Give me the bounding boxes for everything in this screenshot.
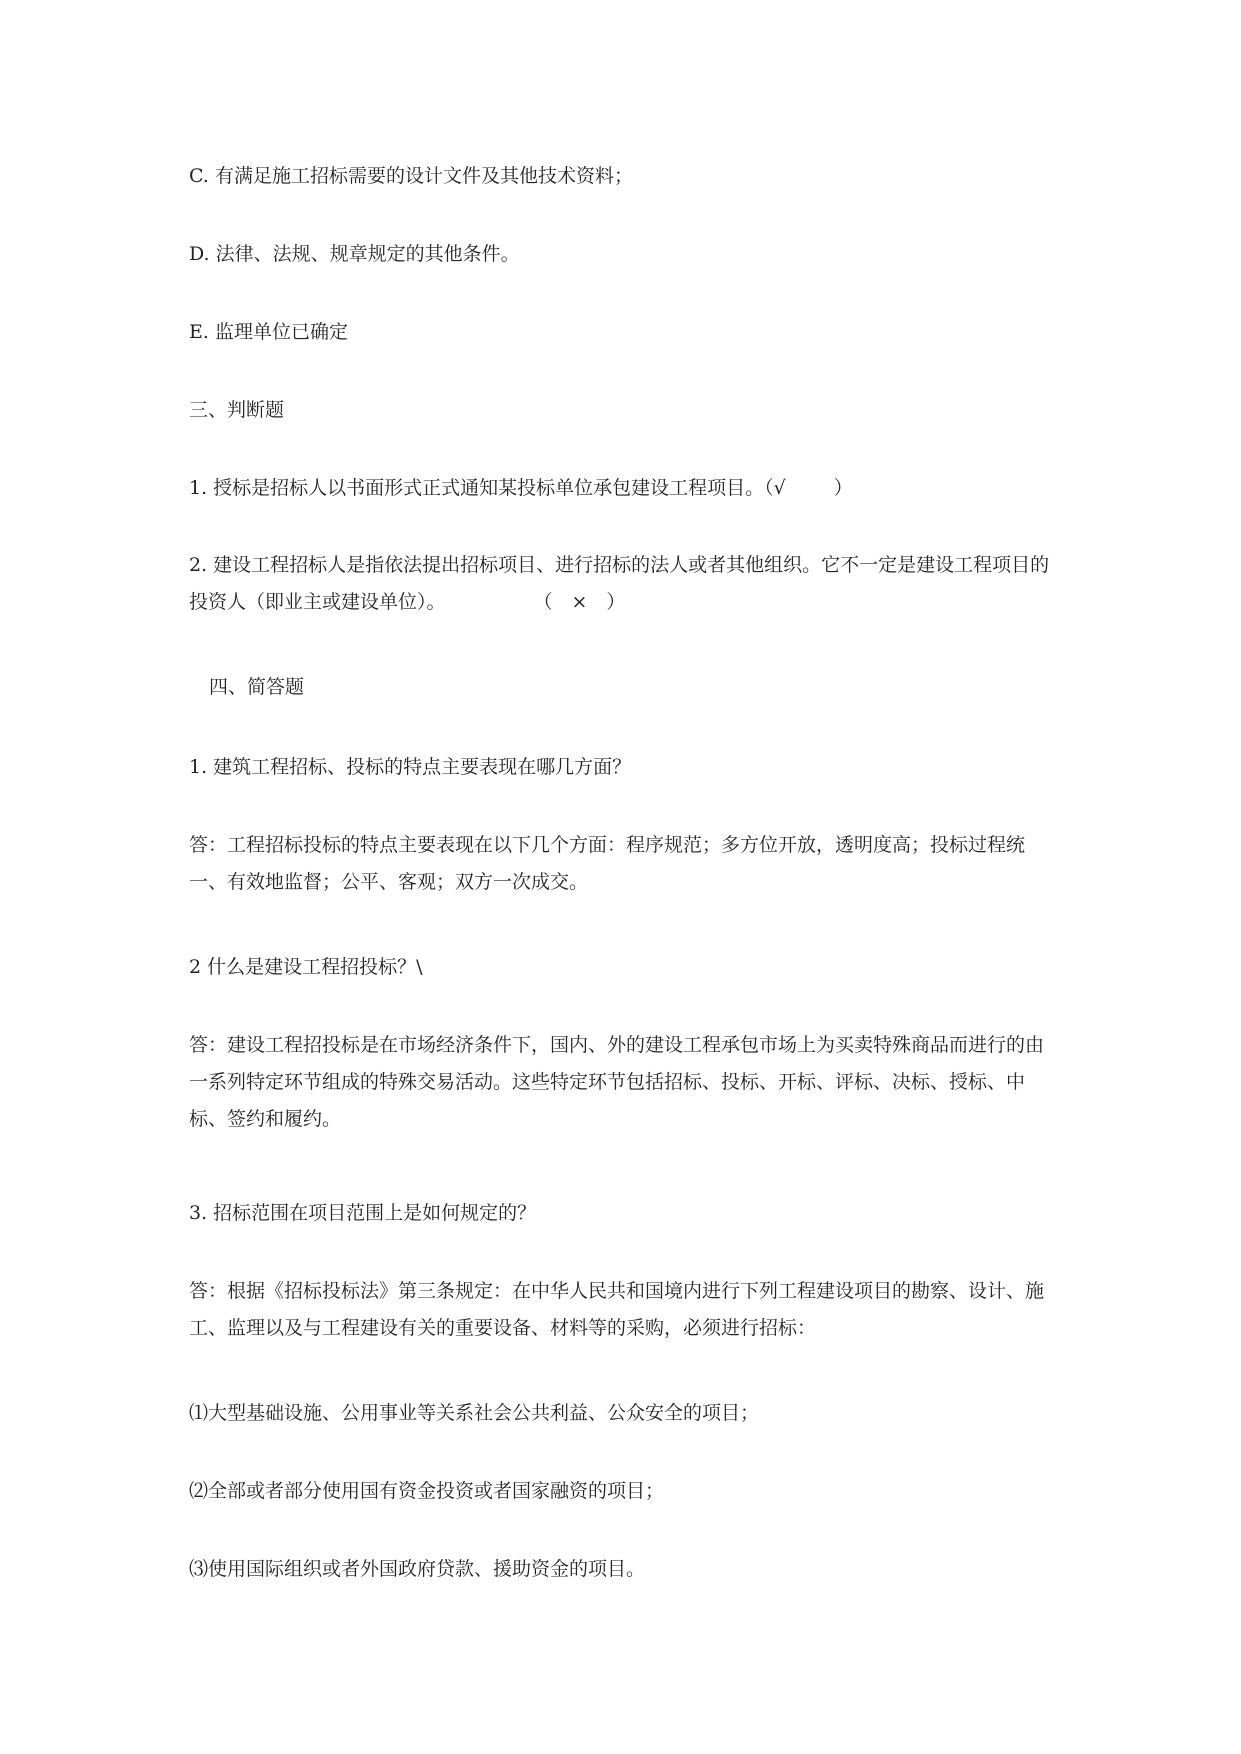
option-d: D. 法律、法规、规章规定的其他条件。	[189, 243, 520, 265]
judgement-question-2-answer: （ × ）	[533, 591, 626, 613]
judgement-question-1	[189, 470, 853, 507]
short-question-3: 3. 招标范围在项目范围上是如何规定的？	[189, 1202, 537, 1224]
section-4-heading: 四、简答题	[209, 676, 305, 698]
short-answer-1: 答：工程招标投标的特点主要表现在以下几个方面：程序规范；多方位开放，透明度高；投标过程统一、有效地监督；公平、客观；双方一次成交。	[189, 834, 1026, 893]
option-e: E. 监理单位已确定	[189, 321, 348, 343]
judgement-question-2	[189, 547, 1059, 621]
judgement-question-1-text: 1. 授标是招标人以书面形式正式通知某投标单位承包建设工程项目。（√	[189, 477, 786, 499]
short-answer-2: 答：建设工程招投标是在市场经济条件下，国内、外的建设工程承包市场上为买卖特殊商品而进行的由一系列特定环节组成的特殊交易活动。这些特定环节包括招标、投标、开标、评标、决标、授标、中标、签约和履约。	[189, 1034, 1045, 1130]
list-item: ⑴大型基础设施、公用事业等关系社会公共利益、公众安全的项目；	[189, 1402, 760, 1424]
list-item: ⑵全部或者部分使用国有资金投资或者国家融资的项目；	[189, 1480, 665, 1502]
judgement-question-1-close: ）	[833, 477, 853, 499]
judgement-question-2-text: 2. 建设工程招标人是指依法提出招标项目、进行招标的法人或者其他组织。它不一定是建设工程项目的投资人（即业主或建设单位）。	[189, 554, 1050, 613]
option-c: C. 有满足施工招标需要的设计文件及其他技术资料；	[189, 165, 633, 187]
section-3-heading: 三、判断题	[189, 399, 285, 421]
short-answer-3: 答：根据《招标投标法》第三条规定：在中华人民共和国境内进行下列工程建设项目的勘察、设计、施工、监理以及与工程建设有关的重要设备、材料等的采购，必须进行招标：	[189, 1280, 1045, 1339]
short-question-2: 2 什么是建设工程招投标？\	[189, 956, 423, 978]
short-question-1: 1. 建筑工程招标、投标的特点主要表现在哪几方面？	[189, 756, 632, 778]
list-item: ⑶使用国际组织或者外国政府贷款、援助资金的项目。	[189, 1558, 646, 1580]
